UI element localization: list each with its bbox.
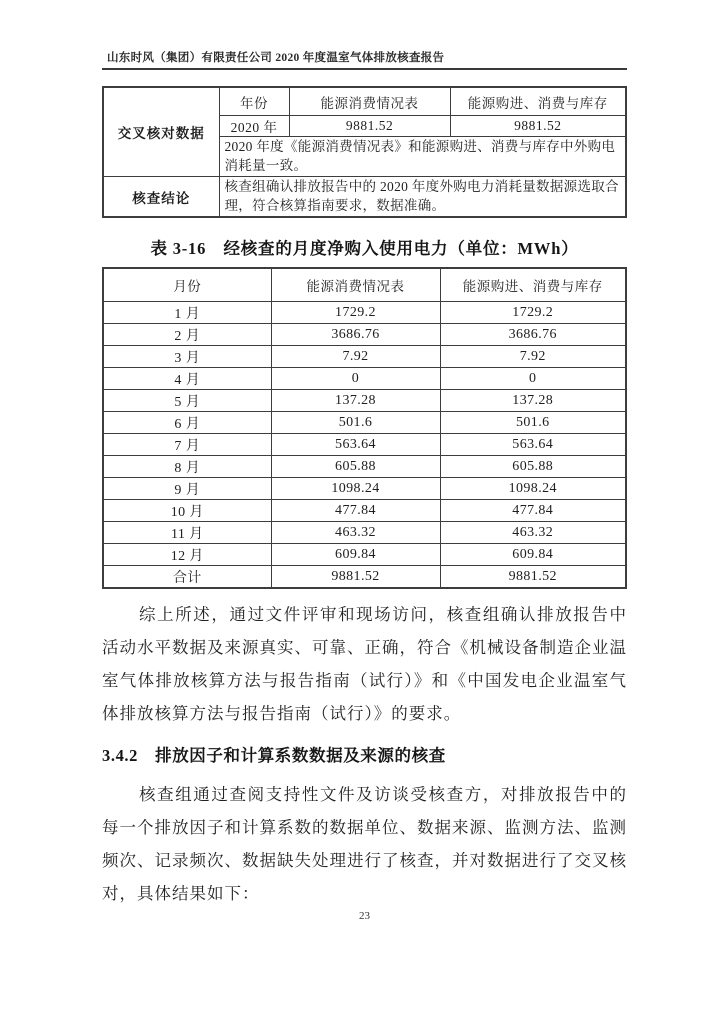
cross-check-note: 2020 年度《能源消费情况表》和能源购进、消费与库存中外购电消耗量一致。 bbox=[219, 137, 626, 177]
value-cell: 501.6 bbox=[271, 412, 440, 434]
column-header-month: 月份 bbox=[103, 268, 271, 302]
value-cell: 1098.24 bbox=[271, 478, 440, 500]
total-value-cell: 9881.52 bbox=[440, 566, 626, 589]
month-cell: 12 月 bbox=[103, 544, 271, 566]
cross-check-label: 交叉核对数据 bbox=[103, 87, 219, 177]
value-cell: 501.6 bbox=[440, 412, 626, 434]
column-header-consumption: 能源消费情况表 bbox=[289, 87, 450, 116]
table-row bbox=[103, 302, 626, 324]
table-row bbox=[103, 544, 626, 566]
monthly-electricity-table bbox=[102, 267, 627, 589]
table-row bbox=[103, 87, 626, 116]
running-header: 山东时风（集团）有限责任公司 2020 年度温室气体排放核查报告 bbox=[102, 0, 627, 70]
month-cell: 3 月 bbox=[103, 346, 271, 368]
table-row bbox=[103, 177, 626, 218]
month-cell: 4 月 bbox=[103, 368, 271, 390]
table-row bbox=[103, 456, 626, 478]
month-cell: 2 月 bbox=[103, 324, 271, 346]
column-header-purchase: 能源购进、消费与库存 bbox=[450, 87, 626, 116]
month-cell: 10 月 bbox=[103, 500, 271, 522]
value-cell: 609.84 bbox=[271, 544, 440, 566]
month-cell: 11 月 bbox=[103, 522, 271, 544]
value-cell: 137.28 bbox=[440, 390, 626, 412]
value-cell: 609.84 bbox=[440, 544, 626, 566]
month-cell: 6 月 bbox=[103, 412, 271, 434]
value-cell: 0 bbox=[440, 368, 626, 390]
section-heading-3-4-2: 3.4.2 排放因子和计算系数数据及来源的核查 bbox=[102, 746, 446, 765]
table-row bbox=[103, 478, 626, 500]
value-cell: 1729.2 bbox=[440, 302, 626, 324]
value-cell: 137.28 bbox=[271, 390, 440, 412]
table-row bbox=[103, 500, 626, 522]
value-cell: 605.88 bbox=[440, 456, 626, 478]
table-row bbox=[103, 368, 626, 390]
month-cell: 9 月 bbox=[103, 478, 271, 500]
year-cell: 2020 年 bbox=[219, 116, 289, 137]
cross-check-table bbox=[102, 86, 627, 218]
value-cell: 563.64 bbox=[440, 434, 626, 456]
month-cell: 7 月 bbox=[103, 434, 271, 456]
value-cell: 0 bbox=[271, 368, 440, 390]
table-row bbox=[103, 324, 626, 346]
document-page bbox=[102, 0, 627, 910]
column-header-consumption: 能源消费情况表 bbox=[271, 268, 440, 302]
section-paragraph: 核查组通过查阅支持性文件及访谈受核查方，对排放报告中的每一个排放因子和计算系数的数据单位、数据来源、监测方法、监测频次、记录频次、数据缺失处理进行了核查，并对数据进行了交叉核对，具体结果如下： bbox=[102, 785, 627, 903]
value-cell: 9881.52 bbox=[450, 116, 626, 137]
table-total-row bbox=[103, 566, 626, 589]
value-cell: 7.92 bbox=[271, 346, 440, 368]
total-label-cell: 合计 bbox=[103, 566, 271, 589]
value-cell: 477.84 bbox=[440, 500, 626, 522]
conclusion-label: 核查结论 bbox=[103, 177, 219, 218]
table-row bbox=[103, 522, 626, 544]
value-cell: 463.32 bbox=[440, 522, 626, 544]
value-cell: 9881.52 bbox=[289, 116, 450, 137]
value-cell: 605.88 bbox=[271, 456, 440, 478]
conclusion-text: 核查组确认排放报告中的 2020 年度外购电力消耗量数据源选取合理，符合核算指南要求，数据准确。 bbox=[219, 177, 626, 218]
value-cell: 1729.2 bbox=[271, 302, 440, 324]
table-header-row bbox=[103, 268, 626, 302]
table-row bbox=[103, 390, 626, 412]
table-row bbox=[103, 434, 626, 456]
value-cell: 3686.76 bbox=[271, 324, 440, 346]
value-cell: 1098.24 bbox=[440, 478, 626, 500]
value-cell: 563.64 bbox=[271, 434, 440, 456]
table-caption: 表 3-16 经核查的月度净购入使用电力（单位：MWh） bbox=[150, 239, 579, 258]
month-cell: 8 月 bbox=[103, 456, 271, 478]
value-cell: 463.32 bbox=[271, 522, 440, 544]
table-row bbox=[103, 346, 626, 368]
total-value-cell: 9881.52 bbox=[271, 566, 440, 589]
page-number: 23 bbox=[359, 910, 370, 922]
month-cell: 1 月 bbox=[103, 302, 271, 324]
value-cell: 477.84 bbox=[271, 500, 440, 522]
month-cell: 5 月 bbox=[103, 390, 271, 412]
value-cell: 7.92 bbox=[440, 346, 626, 368]
value-cell: 3686.76 bbox=[440, 324, 626, 346]
column-header-year: 年份 bbox=[219, 87, 289, 116]
summary-paragraph: 综上所述，通过文件评审和现场访问，核查组确认排放报告中活动水平数据及来源真实、可靠、正确，符合《机械设备制造企业温室气体排放核算方法与报告指南（试行）》和《中国发电企业温室气体排放核算方法与报告指南（试行）》的要求。 bbox=[102, 605, 627, 723]
table-row bbox=[103, 412, 626, 434]
column-header-purchase: 能源购进、消费与库存 bbox=[440, 268, 626, 302]
